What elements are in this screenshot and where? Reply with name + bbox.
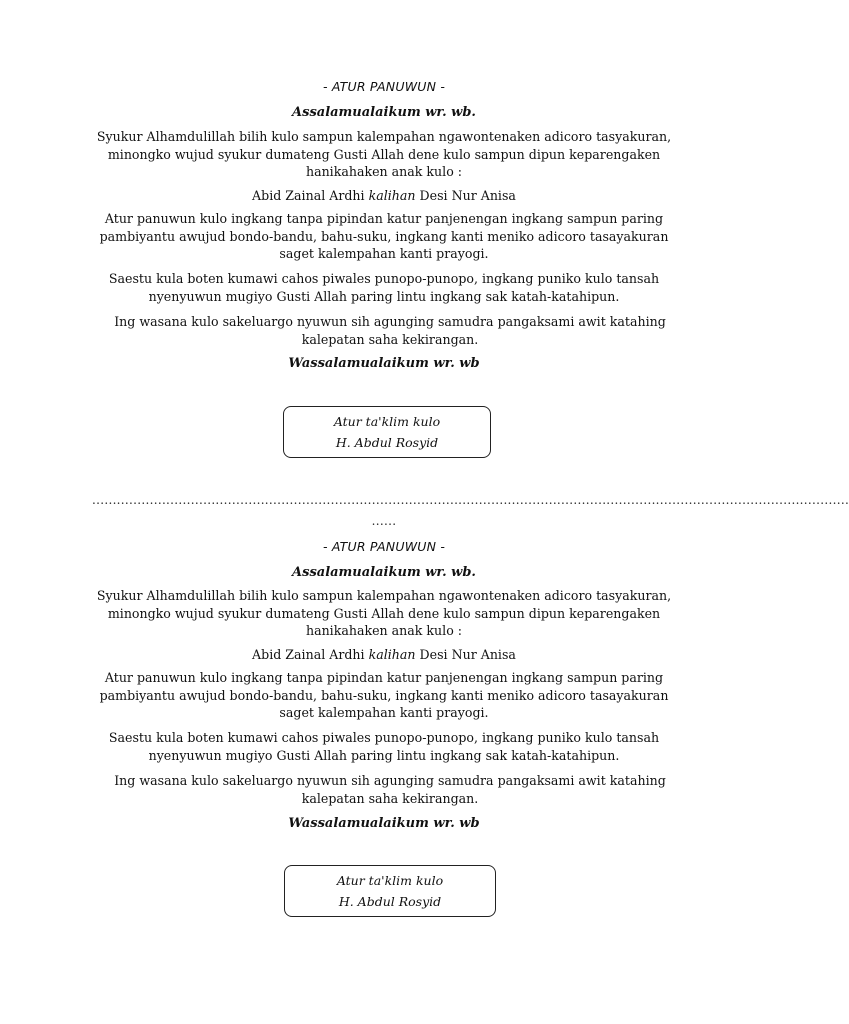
- greeting-text: Assalamualaikum wr. wb.: [292, 565, 476, 580]
- paragraph-gratitude: [88, 729, 680, 764]
- groom-name: Abid Zainal Ardhi: [252, 188, 365, 203]
- greeting: [88, 104, 680, 122]
- groom-name: Abid Zainal Ardhi: [252, 647, 365, 662]
- paragraph-apology: [96, 313, 684, 348]
- paragraph-thanks: [98, 210, 670, 263]
- paragraph-opening-text: Syukur Alhamdulillah bilih kulo sampun kalempahan ngawontenaken adicoro tasyakuran, minongko wujud syukur dumateng Gusti Allah dene kulo sampun dipun keparengaken hanikahaken anak kulo :: [96, 129, 672, 179]
- card-title: [88, 538, 680, 556]
- paragraph-opening: [96, 587, 672, 640]
- paragraph-apology-text: Ing wasana kulo sakeluargo nyuwun sih agunging samudra pangaksami awit katahing kalepatan saha kekirangan.: [114, 773, 666, 806]
- conjunction-word: kalihan: [368, 647, 416, 662]
- title-text: - ATUR PANUWUN -: [322, 539, 446, 554]
- cut-line-tail: ......: [371, 514, 397, 528]
- card-title: [88, 78, 680, 96]
- closing: [88, 355, 680, 373]
- paragraph-thanks-text: Atur panuwun kulo ingkang tanpa pipindan katur panjenengan ingkang sampun paring pambiyantu awujud bondo-bandu, bahu-suku, ingkang kanti meniko adicoro tasayakuran saget kalempahan kanti prayogi.: [99, 670, 669, 720]
- signature-box: [284, 865, 496, 917]
- couple-names: [88, 187, 680, 205]
- paragraph-opening-text: Syukur Alhamdulillah bilih kulo sampun kalempahan ngawontenaken adicoro tasyakuran, minongko wujud syukur dumateng Gusti Allah dene kulo sampun dipun keparengaken hanikahaken anak kulo :: [96, 588, 672, 638]
- signature-box: [283, 406, 491, 458]
- paragraph-apology: [96, 772, 684, 807]
- paragraph-thanks-text: Atur panuwun kulo ingkang tanpa pipindan katur panjenengan ingkang sampun paring pambiyantu awujud bondo-bandu, bahu-suku, ingkang kanti meniko adicoro tasayakuran saget kalempahan kanti prayogi.: [99, 211, 669, 261]
- greeting-text: Assalamualaikum wr. wb.: [292, 105, 476, 120]
- paragraph-thanks: [98, 669, 670, 722]
- paragraph-apology-text: Ing wasana kulo sakeluargo nyuwun sih agunging samudra pangaksami awit katahing kalepatan saha kekirangan.: [114, 314, 666, 347]
- couple-names: [88, 646, 680, 664]
- cut-line-dots: ........................................................................................................................................................................................: [92, 493, 849, 507]
- signature-name: H. Abdul Rosyid: [335, 435, 439, 450]
- paragraph-gratitude-text: Saestu kula boten kumawi cahos piwales punopo-punopo, ingkang puniko kulo tansah nyenyuwun mugiyo Gusti Allah paring lintu ingkang sak katah-katahipun.: [108, 730, 660, 763]
- paragraph-opening: [96, 128, 672, 181]
- closing-text: Wassalamualaikum wr. wb: [288, 816, 480, 831]
- closing-text: Wassalamualaikum wr. wb: [288, 356, 480, 371]
- signature-name: H. Abdul Rosyid: [338, 894, 442, 909]
- signature-line-1: Atur ta'klim kulo: [336, 873, 444, 888]
- closing: [88, 815, 680, 833]
- conjunction-word: kalihan: [368, 188, 416, 203]
- greeting: [88, 564, 680, 582]
- paragraph-gratitude-text: Saestu kula boten kumawi cahos piwales punopo-punopo, ingkang puniko kulo tansah nyenyuwun mugiyo Gusti Allah paring lintu ingkang sak katah-katahipun.: [108, 271, 660, 304]
- signature-line-1: Atur ta'klim kulo: [333, 414, 441, 429]
- paragraph-gratitude: [88, 270, 680, 305]
- bride-name: Desi Nur Anisa: [419, 188, 516, 203]
- title-text: - ATUR PANUWUN -: [322, 79, 446, 94]
- bride-name: Desi Nur Anisa: [419, 647, 516, 662]
